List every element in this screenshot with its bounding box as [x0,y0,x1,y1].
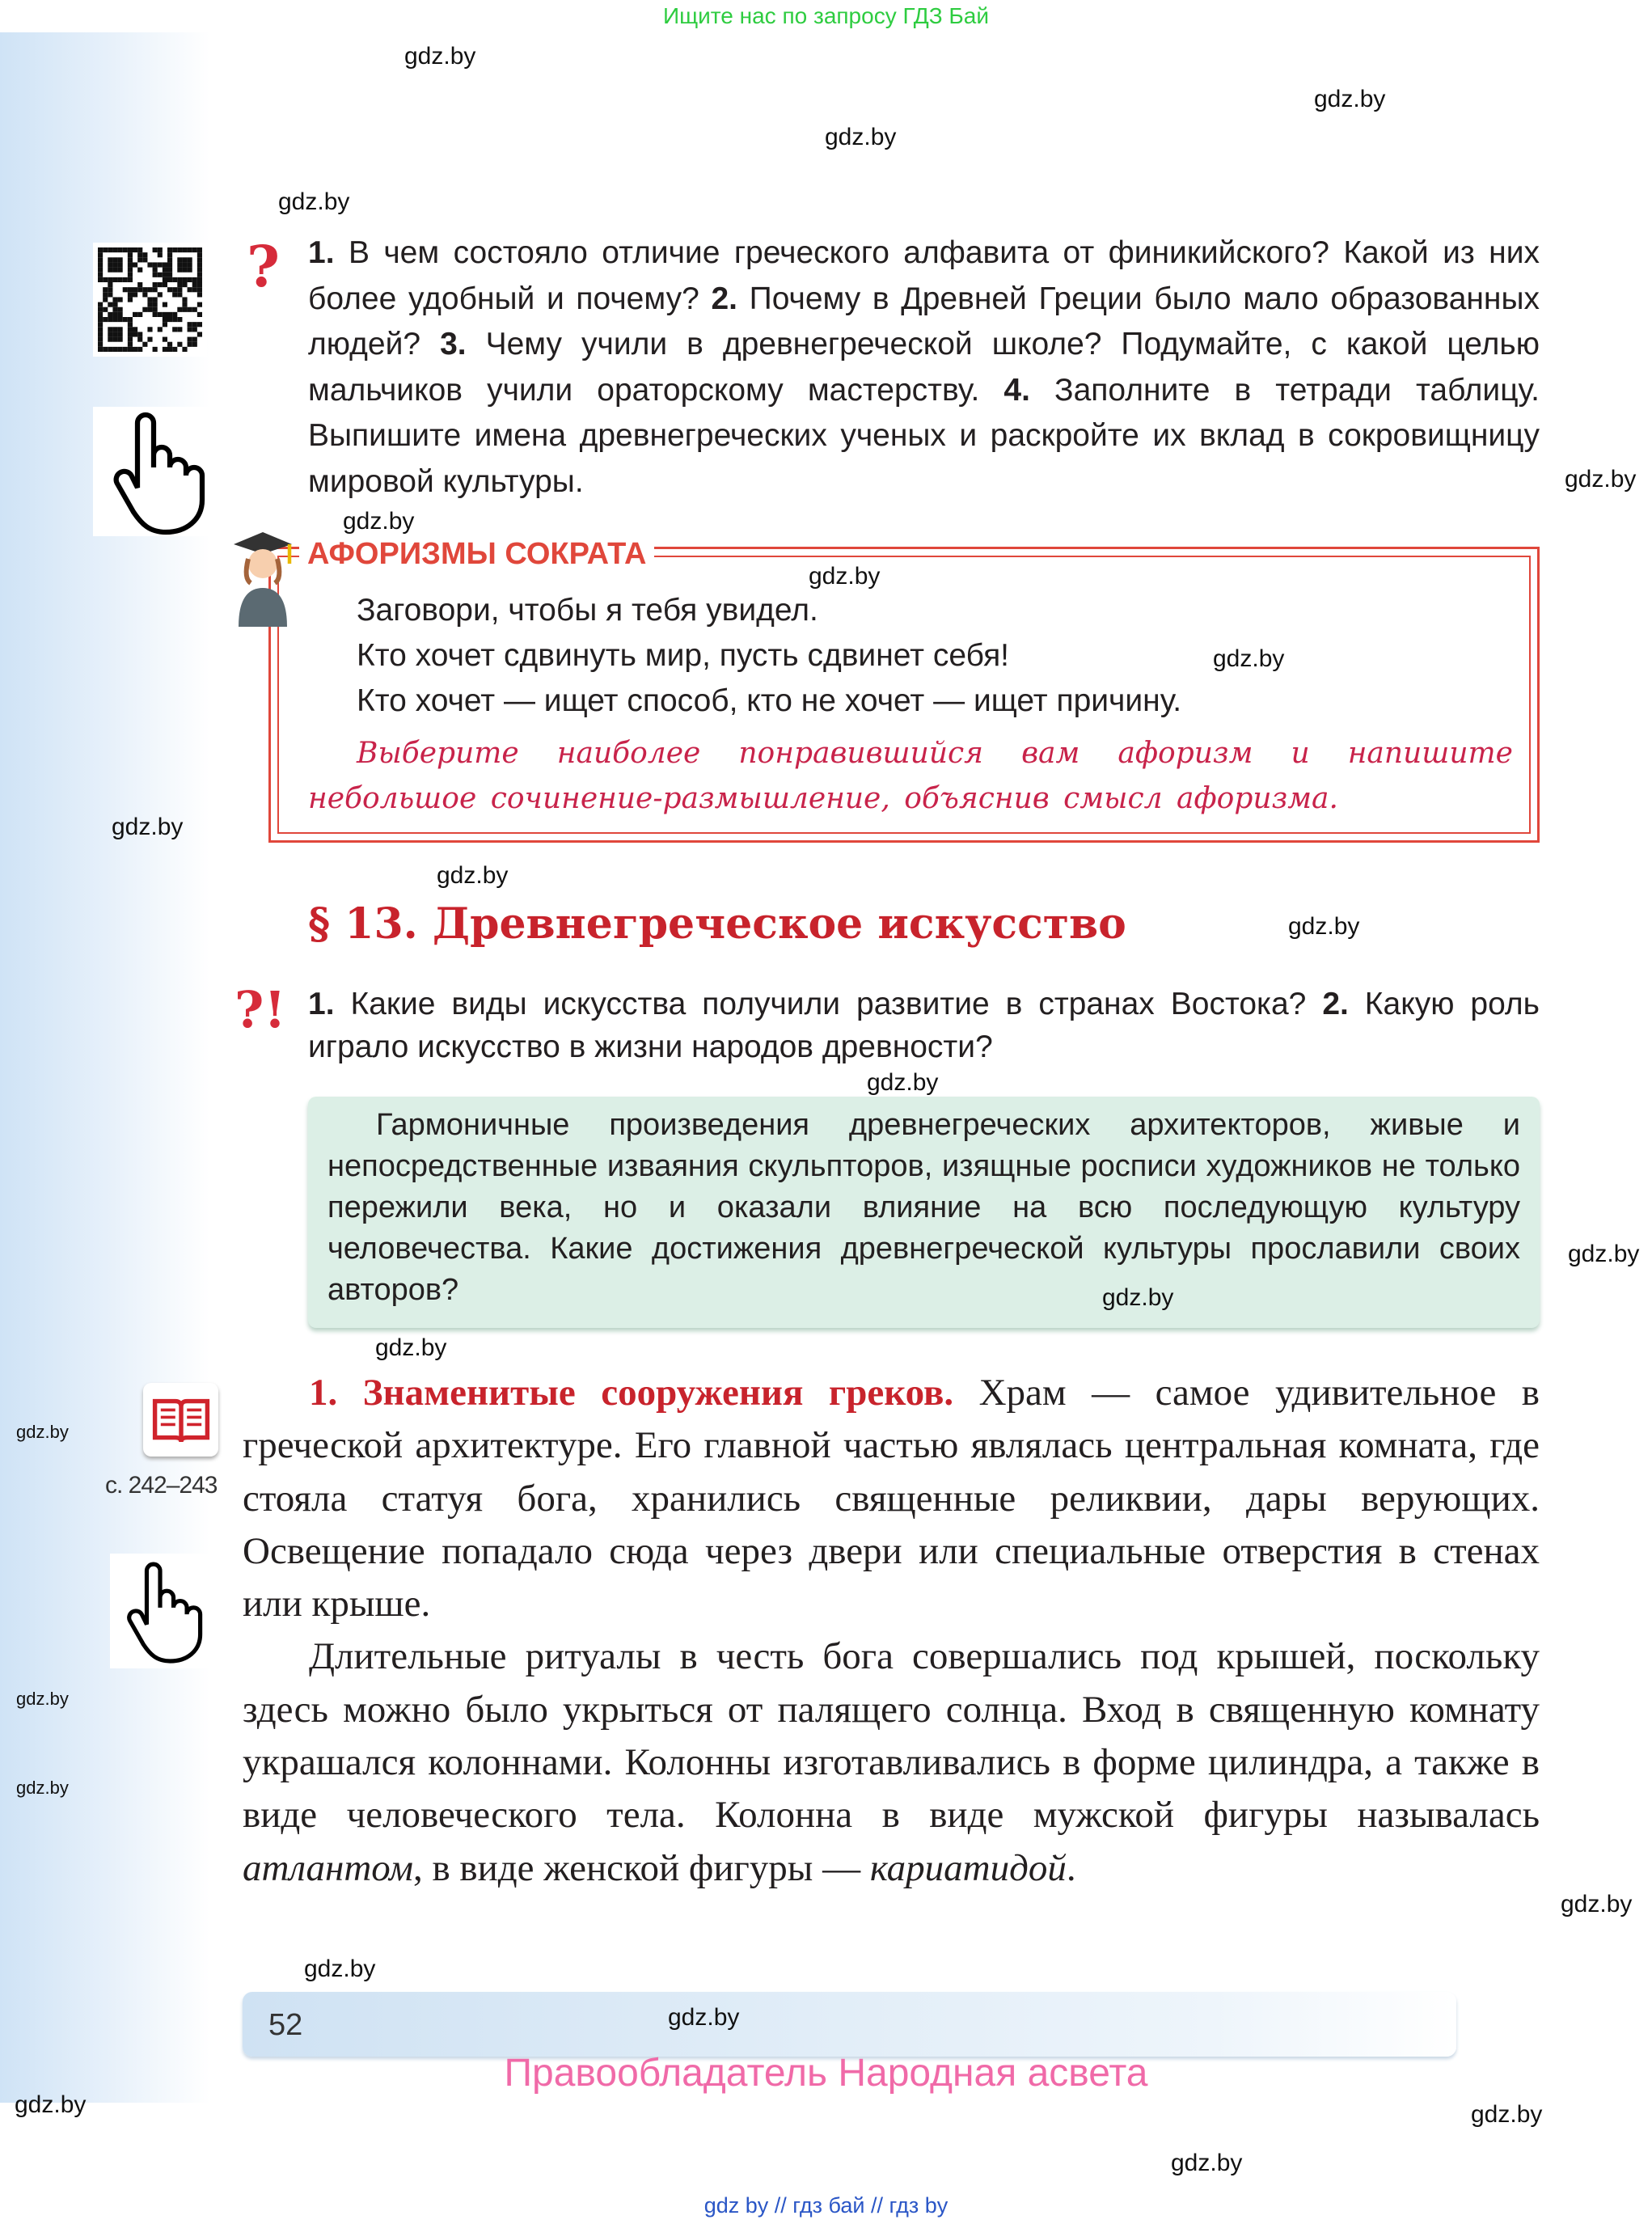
header-note: Ищите нас по запросу ГДЗ Бай [662,3,990,28]
watermark: gdz.by [1171,2150,1243,2176]
question-number: 2. [711,281,737,316]
watermark: gdz.by [16,1778,69,1798]
page-footer-bar [243,1992,1456,2057]
term: атлантом [243,1846,413,1889]
question-mark-icon: ? [247,233,281,300]
question-number: 1. [308,987,335,1021]
watermark: gdz.by [1213,645,1285,672]
aphorism-quote: Кто хочет сдвинуть мир, пусть сдвинет себя! [357,638,1010,673]
review-questions [308,230,1540,505]
intro-box-text: Гармоничные произведения древнегреческих архитекторов, живые и непосредственные изваяния скульпторов, изящные росписи художников не только пережили века, но и оказали влияние на всю последующую культуру человечества. Какие достижения древнегреческой культуры прославили своих авторов? [327,1108,1520,1307]
question-number: 2. [1322,987,1349,1021]
section-title: § 13. Древнегреческое искусство [308,899,1126,949]
watermark: gdz.by [1568,1241,1640,1267]
watermark: gdz.by [343,508,415,535]
watermark: gdz.by [404,43,476,70]
paragraph-text: , в виде женской фигуры — [412,1846,870,1889]
exclamation-question-icon: ?! [234,980,286,1039]
watermark: gdz.by [437,862,509,889]
subsection-heading: 1. Знаменитые сооружения греков. [309,1372,954,1414]
pointing-hand-icon [93,407,214,536]
question-text: Какую роль играло искусство в жизни народов древности? [308,987,1540,1064]
watermark: gdz.by [304,1956,376,1982]
watermark: gdz.by [15,2091,87,2118]
watermark: gdz.by [1471,2101,1543,2128]
aphorism-task-text: Выберите наиболее понравившийся вам афоризм и напишите небольшое сочинение-размышление, объяснив смысл афоризма. [308,737,1513,815]
question-text: В чем состояло отличие греческого алфавита от финикийского? Какой из них более удобный и почему? [308,235,1540,316]
watermark: gdz.by [278,188,350,215]
pointing-hand-icon [110,1554,210,1668]
watermark: gdz.by [668,2004,740,2031]
textbook-reference-icon[interactable] [143,1383,218,1457]
aphorism-quote: Кто хочет — ищет способ, кто не хочет — ищет причину. [357,683,1182,718]
watermark: gdz.by [867,1069,939,1096]
watermark: gdz.by [1102,1284,1174,1311]
paragraph-text: . [1066,1846,1076,1889]
watermark: gdz.by [809,563,881,590]
aphorisms-title: АФОРИЗМЫ СОКРАТА [299,537,654,572]
qr-code-icon[interactable] [93,243,207,357]
question-text: Почему в Древней Греции было мало образованных людей? [308,281,1540,362]
watermark: gdz.by [1561,1891,1633,1917]
watermark: gdz.by [112,814,184,840]
watermark: gdz.by [825,124,897,150]
copyright-notice: Правообладатель Народная асвета [504,2052,1148,2095]
term: кариатидой [869,1846,1067,1889]
paragraph [243,1367,1540,1630]
watermark: gdz.by [16,1689,69,1709]
footer-links[interactable]: gdz by // гдз бай // гдз by [703,2193,949,2218]
aphorism-task [308,731,1513,822]
watermark: gdz.by [1288,913,1360,940]
question-text: Заполните в тетради таблицу. Выпишите имена древнегреческих ученых и раскройте их вклад в сокровищницу мировой культуры. [308,372,1540,499]
watermark: gdz.by [1565,466,1637,493]
question-text: Какие виды искусства получили развитие в странах Востока? [334,987,1323,1021]
student-figure-icon [226,530,299,627]
intro-questions [308,983,1540,1068]
watermark: gdz.by [375,1334,447,1361]
watermark: gdz.by [16,1422,69,1442]
page-number: 52 [268,2008,303,2042]
paragraph-text: Длительные ритуалы в честь бога совершались под крышей, поскольку здесь можно было укрыться от палящего солнца. Вход в священную комнату украшался колоннами. Колонны изготавливались в форме цилиндра, а также в виде человеческого тела. Колонна в виде мужской фигуры называлась [243,1635,1540,1837]
pages-reference: с. 242–243 [105,1472,218,1499]
question-number: 4. [1003,372,1030,408]
paragraph [243,1630,1540,1894]
question-text: Чему учили в древнегреческой школе? Подумайте, с какой целью мальчиков учили ораторскому мастерству. [308,327,1540,408]
main-text [243,1367,1540,1895]
aphorism-quote: Заговори, чтобы я тебя увидел. [357,593,818,628]
intro-box [308,1097,1540,1328]
watermark: gdz.by [1314,86,1386,112]
question-number: 3. [440,327,467,362]
question-number: 1. [308,235,335,270]
paragraph-text: Храм — самое удивительное в греческой архитектуре. Его главной частью являлась центральная комната, где стояла статуя бога, хранились священные реликвии, дары верующих. Освещение попадало сюда через двери или специальные отверстия в стенах или крыше. [243,1372,1540,1626]
